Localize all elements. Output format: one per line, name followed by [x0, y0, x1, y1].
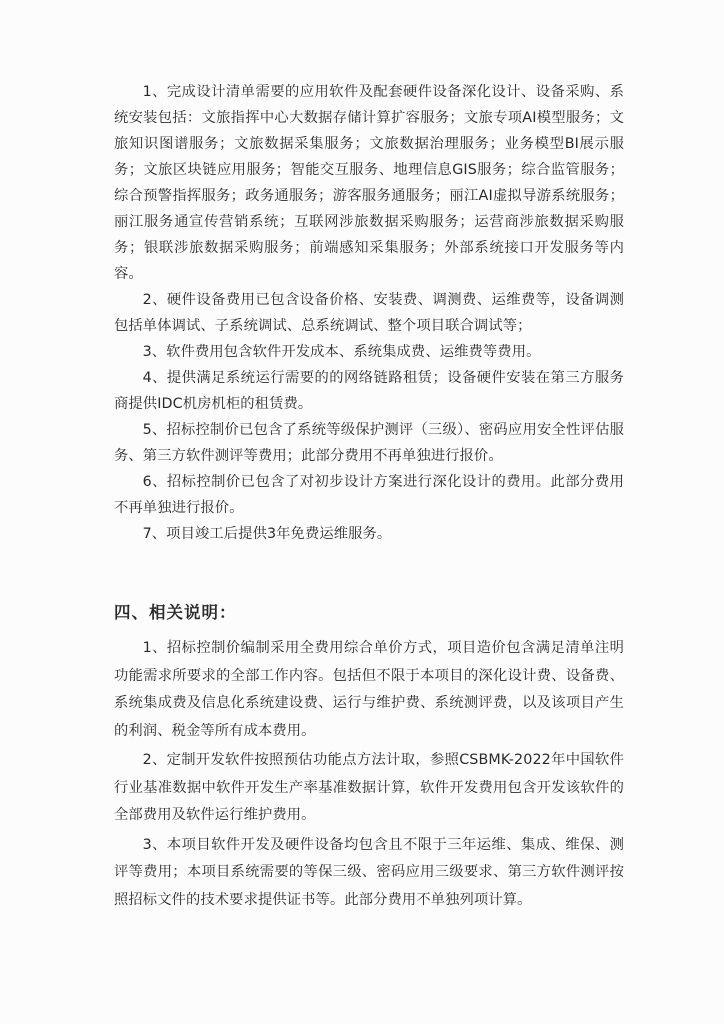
- note-item-1: 1、招标控制价编制采用全费用综合单价方式，项目造价包含满足清单注明功能需求所要求的全部工作内容。包括但不限于本项目的深化设计费、设备费、系统集成费及信息化系统建设费、运行与维护费、系统测评费，以及该项目产生的利润、税金等所有成本费用。: [114, 640, 624, 739]
- note-item-2: 2、定制开发软件按照预估功能点方法计取，参照CSBMK-2022年中国软件行业基准数据中软件开发生产率基准数据计算，软件开发费用包含开发该软件的全部费用及软件运行维护费用。: [114, 752, 624, 823]
- requirement-item-5: 5、招标控制价已包含了系统等级保护测评（三级）、密码应用安全性评估服务、第三方软件测评等费用；此部分费用不再单独进行报价。: [114, 422, 624, 464]
- requirement-item-7: 7、项目竣工后提供3年免费运维服务。: [142, 526, 392, 542]
- section-heading: 四、相关说明：: [114, 603, 237, 622]
- requirement-item-3: 3、软件费用包含软件开发成本、系统集成费、运维费等费用。: [142, 344, 541, 360]
- notes-list: [114, 635, 624, 914]
- requirements-list: [114, 79, 624, 547]
- requirement-item-1: 1、完成设计清单需要的应用软件及配套硬件设备深化设计、设备采购、系统安装包括：文旅指挥中心大数据存储计算扩容服务；文旅专项AI模型服务；文旅知识图谱服务；文旅数据采集服务；文旅数据治理服务；业务模型BI展示服务；文旅区块链应用服务；智能交互服务、地理信息GIS服务；综合监管服务；综合预警指挥服务；政务通服务；游客服务通服务；丽江AI虚拟导游系统服务；丽江服务通宣传营销系统；互联网涉旅数据采购服务；运营商涉旅数据采购服务；银联涉旅数据采购服务；前端感知采集服务；外部系统接口开发服务等内容。: [114, 84, 624, 282]
- requirement-item-2: 2、硬件设备费用已包含设备价格、安装费、调测费、运维费等，设备调测包括单体调试、子系统调试、总系统调试、整个项目联合调试等；: [114, 292, 624, 334]
- requirement-item-6: 6、招标控制价已包含了对初步设计方案进行深化设计的费用。此部分费用不再单独进行报价。: [114, 474, 624, 516]
- note-item-3: 3、本项目软件开发及硬件设备均包含且不限于三年运维、集成、维保、测评等费用；本项目系统需要的等保三级、密码应用三级要求、第三方软件测评按照招标文件的技术要求提供证书等。此部分费用不单独列项计算。: [114, 836, 624, 908]
- requirement-item-4: 4、提供满足系统运行需要的的网络链路租赁；设备硬件安装在第三方服务商提供IDC机房机柜的租赁费。: [114, 370, 624, 412]
